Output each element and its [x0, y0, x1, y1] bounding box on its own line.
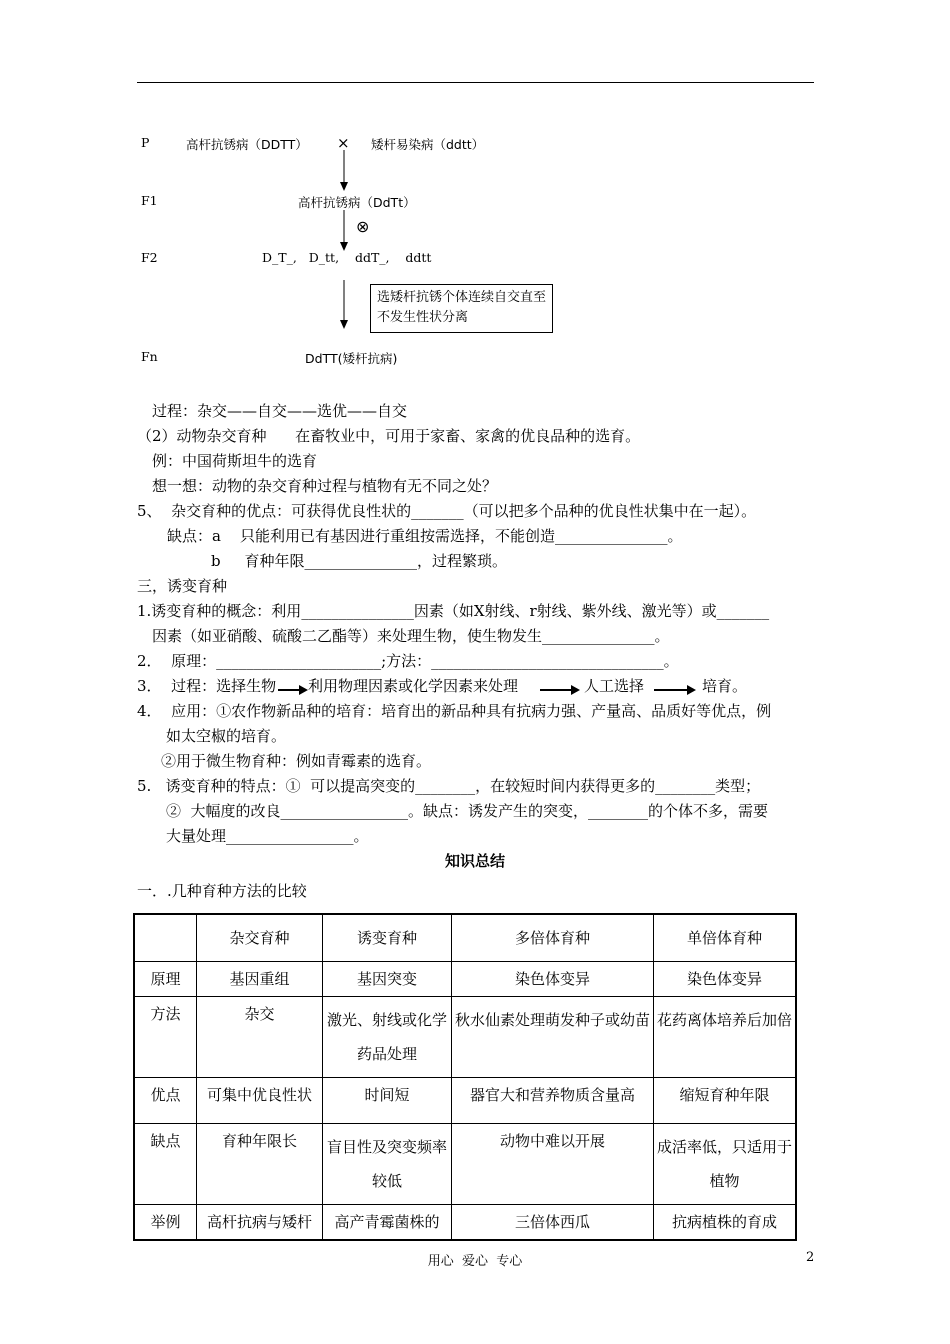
fn-text: DdTT(矮杆抗病): [305, 351, 398, 366]
header-rule: [137, 82, 814, 83]
table-cell: 育种年限长: [197, 1124, 323, 1205]
table-cell: 优点: [134, 1078, 197, 1124]
selfing-icon: ⊗: [356, 217, 370, 236]
text-line: 例：中国荷斯坦牛的选育: [152, 452, 318, 470]
cross-symbol: ×: [337, 134, 350, 152]
table-header-row: [134, 914, 796, 962]
text-line: 过程：杂交——自交——选优——自交: [152, 402, 408, 420]
process-step2: 人工选择: [584, 677, 645, 695]
table-cell: 高产青霉菌株的: [323, 1205, 452, 1241]
arrow-down-icon: [338, 150, 350, 192]
f1-text: 高杆抗锈病（DdTt）: [298, 195, 416, 210]
arrow-right-icon: [540, 684, 580, 696]
selection-note-box: 选矮杆抗锈个体连续自交直至不发生性状分离: [370, 284, 553, 333]
text-line: 缺点：a 只能利用已有基因进行重组按需选择，不能创造_______________。: [167, 527, 683, 545]
table-header-cell: 诱变育种: [323, 914, 452, 962]
table-row: [134, 1124, 796, 1205]
table-cell: 可集中优良性状: [197, 1078, 323, 1124]
arrow-right-icon: [654, 684, 696, 696]
text-line: b 育种年限_______________，过程繁琐。: [211, 552, 507, 570]
table-cell: 动物中难以开展: [452, 1124, 654, 1205]
arrow-down-icon: [338, 280, 350, 330]
table-cell: 缩短育种年限: [654, 1078, 797, 1124]
table-row: [134, 1078, 796, 1124]
table-cell: 染色体变异: [654, 962, 797, 997]
table-cell: 三倍体西瓜: [452, 1205, 654, 1241]
comparison-table: [133, 913, 797, 1241]
arrow-down-icon: [338, 210, 350, 252]
table-cell: 缺点: [134, 1124, 197, 1205]
f2-generation-label: F2: [141, 250, 158, 265]
table-row: [134, 997, 796, 1078]
process-step3: 培育。: [702, 677, 748, 695]
table-cell: 花药离体培养后加倍: [654, 997, 797, 1078]
table-cell: 原理: [134, 962, 197, 997]
table-cell: 方法: [134, 997, 197, 1078]
arrow-right-icon: [278, 684, 308, 696]
table-cell: 抗病植株的育成: [654, 1205, 797, 1241]
text-line: 因素（如亚硝酸、硫酸二乙酯等）来处理生物，使生物发生_______________。: [152, 627, 670, 645]
text-line: 5、 杂交育种的优点：可获得优良性状的_______（可以把多个品种的优良性状集中在一起）。: [137, 502, 757, 520]
text-line: 大量处理_________________。: [166, 827, 369, 845]
table-cell: 染色体变异: [452, 962, 654, 997]
table-cell: 成活率低，只适用于植物: [654, 1124, 797, 1205]
process-step1: 利用物理因素或化学因素来处理: [308, 677, 519, 695]
text-line: 2． 原理：______________________;方法：_______________________________。: [137, 652, 679, 670]
table-cell: 秋水仙素处理萌发种子或幼苗: [452, 997, 654, 1078]
process-prefix: 3． 过程：选择生物: [137, 677, 277, 695]
table-header-cell: 单倍体育种: [654, 914, 797, 962]
table-cell: 激光、射线或化学药品处理: [323, 997, 452, 1078]
text-line: 想一想：动物的杂交育种过程与植物有无不同之处？: [152, 477, 498, 495]
p-parent1: 高杆抗锈病（DDTT）: [186, 137, 308, 152]
page-number: 2: [806, 1250, 815, 1265]
table-cell: 器官大和营养物质含量高: [452, 1078, 654, 1124]
table-cell: 高杆抗病与矮杆: [197, 1205, 323, 1241]
text-line: 如太空椒的培育。: [166, 727, 287, 745]
section-title: 知识总结: [444, 852, 505, 870]
section-heading: 三，诱变育种: [137, 577, 228, 595]
table-cell: 举例: [134, 1205, 197, 1241]
text-line: 5. 诱变育种的特点：① 可以提高突变的________，在较短时间内获得更多的________类型；: [137, 777, 761, 795]
footer-text: 用心 爱心 专心: [427, 1254, 523, 1269]
table-header-cell: [134, 914, 197, 962]
table-caption: 一．.几种育种方法的比较: [137, 882, 307, 900]
text-line: （2）动物杂交育种 在畜牧业中，可用于家畜、家禽的优良品种的选育。: [137, 427, 641, 445]
table-cell: 基因重组: [197, 962, 323, 997]
fn-generation-label: Fn: [141, 349, 158, 364]
text-line: 4． 应用：①农作物新品种的培育：培育出的新品种具有抗病力强、产量高、品质好等优点，例: [137, 702, 772, 720]
table-cell: 时间短: [323, 1078, 452, 1124]
text-line: 1.诱变育种的概念：利用_______________因素（如X射线、r射线、紫外线、激光等）或_______: [137, 602, 770, 620]
p-parent2: 矮杆易染病（ddtt）: [371, 137, 485, 152]
table-cell: 基因突变: [323, 962, 452, 997]
f1-generation-label: F1: [141, 193, 158, 208]
table-row: [134, 1205, 796, 1241]
p-generation-label: P: [141, 135, 150, 150]
table-cell: 杂交: [197, 997, 323, 1078]
table-header-cell: 多倍体育种: [452, 914, 654, 962]
text-line: ②用于微生物育种：例如青霉素的选育。: [161, 752, 432, 770]
table-cell: 盲目性及突变频率较低: [323, 1124, 452, 1205]
f2-text: D_T_, D_tt, ddT_, ddtt: [262, 250, 432, 265]
table-header-cell: 杂交育种: [197, 914, 323, 962]
table-row: [134, 962, 796, 997]
text-line: ② 大幅度的改良_________________。缺点：诱发产生的突变，________的个体不多，需要: [166, 802, 769, 820]
